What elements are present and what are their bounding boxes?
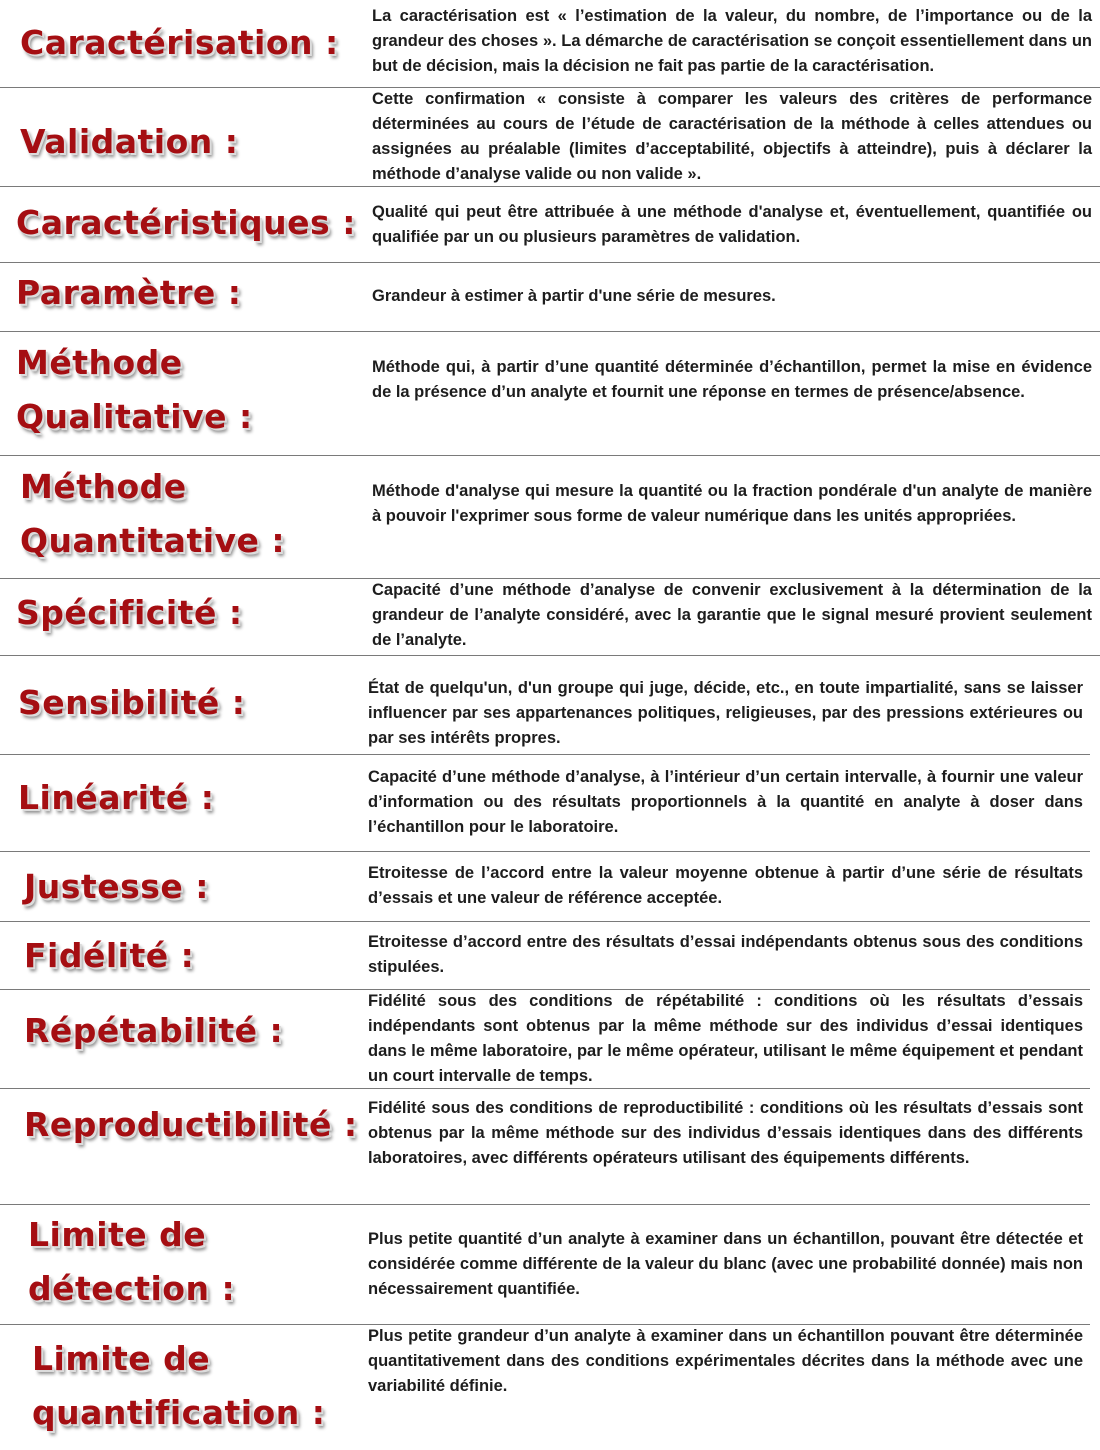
glossary-row	[0, 755, 1100, 852]
row-divider	[0, 921, 1090, 922]
glossary-row	[0, 579, 1100, 655]
term-line: Méthode	[16, 343, 183, 382]
term-line: Reproductibilité :	[24, 1105, 358, 1144]
term-definition: Méthode d'analyse qui mesure la quantité ou la fraction pondérale d'un analyte de manière à pouvoir l'exprimer sous forme de valeur numérique dans les unités appropriées.	[372, 482, 1092, 525]
term-title	[16, 336, 253, 444]
term-line: Caractérisation :	[20, 23, 339, 62]
term-title	[20, 460, 285, 568]
term-line: Justesse :	[24, 867, 209, 906]
term-line: Caractéristiques :	[16, 203, 356, 242]
term-definition: Capacité d’une méthode d’analyse de convenir exclusivement à la détermination de la grandeur de l’analyte considéré, avec la garantie que le signal mesuré provient seulement de l’analyte.	[372, 581, 1092, 649]
glossary-row	[0, 990, 1100, 1088]
row-divider	[0, 754, 1090, 755]
term-title	[24, 860, 209, 914]
glossary-row	[0, 655, 1100, 755]
term-definition: État de quelqu'un, d'un groupe qui juge, décide, etc., en toute impartialité, sans se laisser influencer par ses appartenances politiques, religieuses, par des pressions extérieures ou par ses intérêts propres.	[368, 679, 1083, 747]
row-divider	[0, 1088, 1090, 1089]
term-line: quantification :	[32, 1393, 326, 1432]
term-line: Spécificité :	[16, 593, 243, 632]
term-definition: Plus petite quantité d’un analyte à examiner dans un échantillon, pouvant être détectée et considérée comme différente de la valeur du blanc (avec une probabilité donnée) mais non nécessairement quantifiée.	[368, 1230, 1083, 1298]
term-title	[16, 266, 242, 320]
term-line: Limite de	[28, 1215, 207, 1254]
term-title	[24, 929, 194, 983]
row-divider	[0, 186, 1100, 187]
term-definition: Qualité qui peut être attribuée à une méthode d'analyse et, éventuellement, quantifiée ou qualifiée par un ou plusieurs paramètres de validation.	[372, 203, 1092, 246]
term-line: Quantitative :	[20, 521, 286, 560]
row-divider	[0, 851, 1090, 852]
term-line: Répétabilité :	[24, 1011, 284, 1050]
glossary-row	[0, 187, 1100, 262]
term-definition: Grandeur à estimer à partir d'une série de mesures.	[372, 287, 776, 305]
term-line: Validation :	[20, 122, 239, 161]
term-line: Qualitative :	[16, 397, 253, 436]
term-definition: La caractérisation est « l’estimation de la valeur, du nombre, de l’importance ou de la grandeur des choses ». La démarche de caractérisation se conçoit essentiellement dans un but de décision, mais la décision ne fait pas partie de la caractérisation.	[372, 7, 1092, 75]
term-title	[20, 115, 238, 169]
term-title	[16, 586, 243, 640]
term-title	[24, 1004, 283, 1058]
term-title	[18, 676, 246, 730]
term-definition: Plus petite grandeur d’un analyte à examiner dans un échantillon pouvant être déterminée quantitativement dans des conditions expérimentales décrites dans la méthode avec une variabilité définie.	[368, 1327, 1083, 1395]
term-title	[32, 1332, 325, 1440]
term-line: Limite de	[32, 1339, 211, 1378]
glossary-row	[0, 922, 1100, 990]
row-divider	[0, 331, 1100, 332]
glossary-row	[0, 455, 1100, 579]
row-divider	[0, 87, 1100, 88]
row-divider	[0, 1324, 1090, 1325]
glossary-row	[0, 1205, 1100, 1324]
term-line: Méthode	[20, 467, 187, 506]
term-line: détection :	[28, 1269, 236, 1308]
term-title	[16, 196, 356, 250]
row-divider	[0, 989, 1090, 990]
term-definition: Cette confirmation « consiste à comparer les valeurs des critères de performance déterminées au cours de l’étude de caractérisation de la méthode à celles attendues ou assignées au préalable (limites d’acceptabilité, objectifs à atteindre), puis à déclarer la méthode d’analyse valide ou non valide ».	[372, 90, 1092, 183]
glossary-row	[0, 88, 1100, 187]
row-divider	[0, 578, 1100, 579]
glossary-row	[0, 332, 1100, 455]
row-divider	[0, 455, 1100, 456]
term-title	[24, 1098, 358, 1152]
term-definition: Capacité d’une méthode d’analyse, à l’intérieur d’un certain intervalle, à fournir une valeur d’information ou des résultats proportionnels à la quantité en analyte à doser dans l’échantillon pour le laboratoire.	[368, 768, 1083, 836]
glossary-row	[0, 0, 1100, 88]
row-divider	[0, 655, 1100, 656]
row-divider	[0, 1204, 1090, 1205]
glossary-row	[0, 262, 1100, 332]
term-definition: Etroitesse de l’accord entre la valeur moyenne obtenue à partir d’une série de résultats d’essais et une valeur de référence acceptée.	[368, 864, 1083, 907]
term-definition: Fidélité sous des conditions de répétabilité : conditions où les résultats d’essais indépendants sont obtenus par la même méthode sur des individus d’essai identiques dans le même laboratoire, par le même opérateur, utilisant le même équipement et pendant un court intervalle de temps.	[368, 992, 1083, 1085]
term-line: Linéarité :	[18, 778, 215, 817]
term-title	[18, 771, 214, 825]
glossary-row	[0, 852, 1100, 922]
term-definition: Fidélité sous des conditions de reproductibilité : conditions où les résultats d’essais sont obtenus par la même méthode sur des individus d’essais identiques dans des différents laboratoires, avec différents opérateurs utilisant des équipements différents.	[368, 1099, 1083, 1167]
term-definition: Méthode qui, à partir d’une quantité déterminée d’échantillon, permet la mise en évidence de la présence d’un analyte et fournit une réponse en termes de présence/absence.	[372, 358, 1092, 401]
term-line: Fidélité :	[24, 936, 195, 975]
term-definition: Etroitesse d’accord entre des résultats d’essai indépendants obtenus sous des conditions stipulées.	[368, 933, 1083, 976]
row-divider	[0, 262, 1100, 263]
glossary-row	[0, 1324, 1100, 1450]
term-line: Paramètre :	[16, 273, 242, 312]
term-line: Sensibilité :	[18, 683, 246, 722]
glossary-row	[0, 1088, 1100, 1205]
term-title	[20, 16, 339, 70]
term-title	[28, 1208, 235, 1316]
